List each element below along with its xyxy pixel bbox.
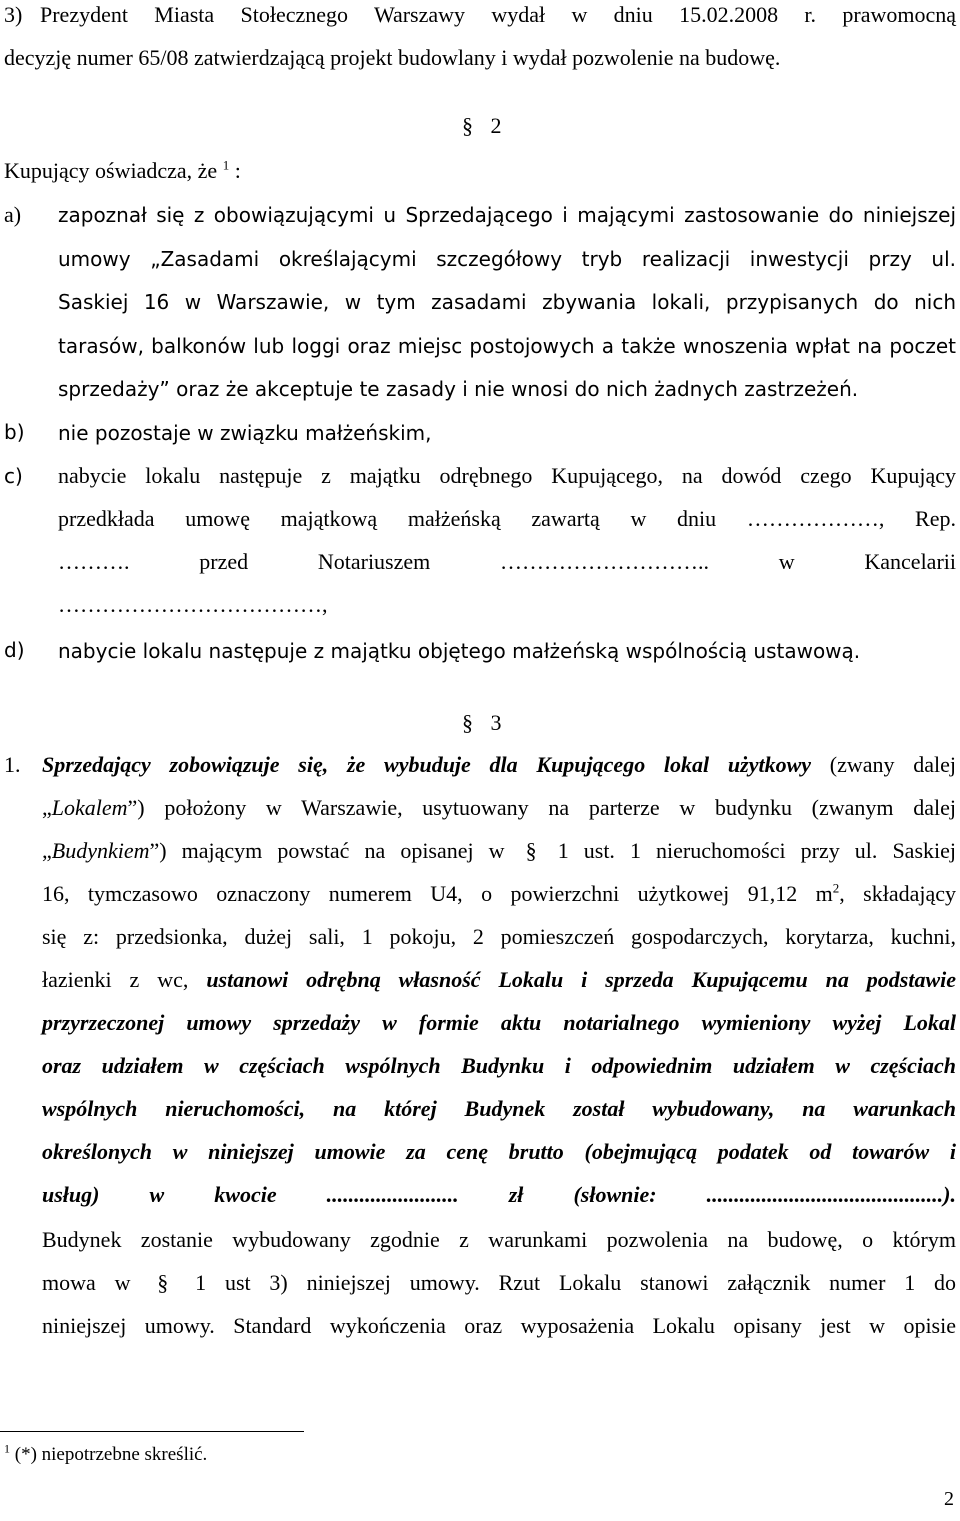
page-number: 2: [944, 1488, 954, 1510]
section-2-intro: [4, 158, 241, 184]
item-c-line-2: przedkłada umowę majątkową małżeńską zawartą w dniu ………………, Rep.: [58, 506, 956, 531]
quote-open: „: [42, 838, 52, 863]
section-3-line-14: niniejszej umowy. Standard wykończenia oraz wyposażenia Lokalu opisany jest w opisie: [42, 1313, 956, 1338]
quote-open: „: [42, 795, 52, 820]
item-a-line-3: Saskiej 16 w Warszawie, w tym zasadami zbywania lokali, przypisanych do nich: [58, 290, 956, 314]
section-3-line-4: [42, 881, 956, 907]
section-3-line-2: [42, 795, 956, 821]
term-lokal: Lokalem: [51, 795, 128, 820]
section-3-line-13: [42, 1270, 956, 1296]
line-text: 1 ust. 1 nieruchomości przy ul. Saskiej: [557, 838, 957, 863]
line-text: 16, tymczasowo oznaczony numerem U4, o powierzchni użytkowej 91,12 m: [42, 881, 833, 906]
item-a-line-4: tarasów, balkonów lub loggi oraz miejsc postojowych a także wnoszenia wpłat na poczet: [58, 334, 956, 358]
line-text: , składający: [839, 881, 956, 906]
line-text: (zwany dalej: [811, 752, 956, 777]
item-c-marker: c): [4, 464, 23, 488]
footnote-ref-1: 1: [222, 157, 230, 173]
section-3-line-6: [42, 967, 956, 993]
section-3-line-12: Budynek zostanie wybudowany zgodnie z warunkami pozwolenia na budowę, o którym: [42, 1227, 956, 1252]
section-3-heading: [462, 710, 502, 736]
section-symbol: §: [462, 710, 473, 735]
section-2-number: 2: [490, 113, 502, 138]
section-3-line-8: oraz udziałem w częściach wspólnych Budynku i odpowiednim udziałem w częściach: [42, 1053, 956, 1078]
intro-text: Kupujący oświadcza, że: [4, 158, 218, 183]
item-a-line-2: umowy „Zasadami określającymi szczegółowy tryb realizacji inwestycji przy ul.: [58, 247, 956, 271]
item-b-line-1: nie pozostaje w związku małżeńskim,: [58, 421, 432, 445]
section-3-line-3: [42, 838, 956, 864]
footnote-text: (*) niepotrzebne skreślić.: [14, 1444, 208, 1465]
item-c-line-4: ………………………………,: [58, 592, 328, 617]
section-3-line-5: się z: przedsionka, dużej sali, 1 pokoju, 2 pomieszczeń gospodarczych, korytarza, kuchni,: [42, 924, 956, 949]
item-3-marker: 3): [4, 2, 23, 27]
section-3-line-7: przyrzeczonej umowy sprzedaży w formie aktu notarialnego wymieniony wyżej Lokal: [42, 1010, 956, 1035]
item-a-line-5: sprzedaży” oraz że akceptuje te zasady i nie wnosi do nich żadnych zastrzeżeń.: [58, 377, 859, 401]
item-a-marker: a): [4, 202, 22, 227]
obligation-text: ustanowi odrębną własność Lokalu i sprzeda Kupującemu na podstawie: [206, 967, 956, 992]
item-c-line-3: ………. przed Notariuszem ……………………….. w Kancelarii: [58, 549, 956, 574]
section-3-line-9: wspólnych nieruchomości, na której Budynek został wybudowany, na warunkach: [42, 1096, 956, 1121]
item-3-line-1: Prezydent Miasta Stołecznego Warszawy wydał w dniu 15.02.2008 r. prawomocną: [40, 2, 956, 27]
point-1-marker: 1.: [4, 752, 21, 777]
line-text: ”) mającym powstać na opisanej w: [149, 838, 505, 863]
footnote-divider: [0, 1431, 304, 1432]
section-3-number: 3: [490, 710, 502, 735]
section-symbol: §: [462, 113, 473, 138]
line-text: mowa w: [42, 1270, 131, 1295]
item-c-line-1: nabycie lokalu następuje z majątku odrębnego Kupującego, na dowód czego Kupujący: [58, 463, 956, 488]
footnote-number: 1: [4, 1441, 10, 1456]
section-3-line-1: [42, 752, 956, 778]
obligation-text: Sprzedający zobowiązuje się, że wybuduje dla Kupującego lokal użytkowy: [42, 752, 812, 777]
section-symbol: §: [525, 838, 537, 863]
section-3-line-11: usług) w kwocie ........................ zł (słownie: ...........................................).: [42, 1182, 956, 1207]
line-text: łazienki z wc,: [42, 967, 207, 992]
item-b-marker: b): [4, 420, 25, 444]
intro-colon: :: [234, 158, 241, 183]
item-d-line-1: nabycie lokalu następuje z majątku objętego małżeńską wspólnością ustawową.: [58, 639, 861, 663]
item-d-marker: d): [4, 638, 25, 662]
item-3-line-2: decyzję numer 65/08 zatwierdzającą projekt budowlany i wydał pozwolenie na budowę.: [4, 45, 781, 70]
item-a-line-1: zapoznał się z obowiązującymi u Sprzedającego i mającymi zastosowanie do niniejszej: [58, 203, 956, 227]
line-text: ”) położony w Warszawie, usytuowany na parterze w budynku (zwanym dalej: [127, 795, 956, 820]
section-symbol: §: [157, 1270, 169, 1295]
term-budynek: Budynkiem: [51, 838, 150, 863]
line-text: 1 ust 3) niniejszej umowy. Rzut Lokalu stanowi załącznik numer 1 do: [195, 1270, 957, 1295]
superscript-2: 2: [832, 880, 840, 896]
footnote: [4, 1441, 208, 1466]
section-2-heading: [462, 113, 502, 139]
section-3-line-10: określonych w niniejszej umowie za cenę brutto (obejmującą podatek od towarów i: [42, 1139, 956, 1164]
